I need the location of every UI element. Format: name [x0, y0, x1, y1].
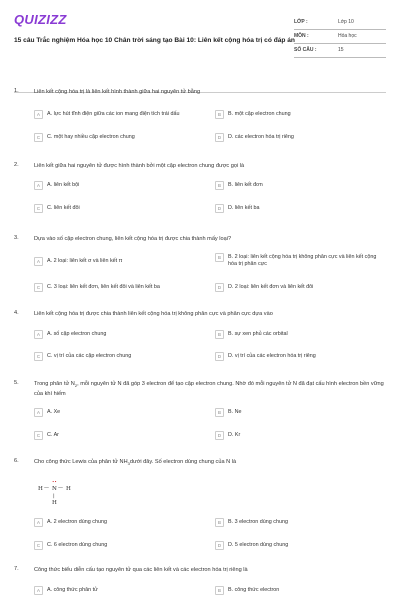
option-letter-box: B — [215, 518, 224, 527]
option-b[interactable] — [215, 330, 380, 339]
question-1 — [14, 88, 386, 154]
option-d[interactable] — [215, 133, 380, 142]
option-letter-box: B — [215, 110, 224, 119]
option-letter-box: B — [215, 586, 224, 595]
lone-pair: •• — [52, 479, 57, 484]
option-letter-box: C — [34, 431, 43, 440]
option-a[interactable] — [34, 330, 199, 339]
option-text: C. 3 loại: liên kết đơn, liên kết đôi và liên kết ba — [47, 284, 160, 290]
option-letter-box: C — [34, 352, 43, 361]
atom-h-right: H — [66, 486, 71, 492]
bond-right: — — [58, 485, 63, 491]
option-d[interactable] — [215, 431, 380, 440]
option-text: C. Ar — [47, 432, 59, 438]
question-6 — [14, 458, 386, 558]
question-text: Công thức biểu diễn cấu tạo nguyên tử qua các liên kết và các electron hóa trị riêng là — [34, 567, 248, 573]
meta-value: Lớp 10 — [338, 19, 354, 25]
meta-value: 15 — [338, 47, 344, 53]
option-letter-box: C — [34, 283, 43, 292]
quizizz-logo: QUIZIZZ — [14, 12, 67, 27]
question-text: Liên kết giữa hai nguyên tử được hình thành bởi một cặp electron chung được gọi là — [34, 163, 245, 169]
option-text: A. lực hút tĩnh điện giữa các ion mang điện tích trái dấu — [47, 111, 180, 117]
bond-left: — — [44, 485, 49, 491]
meta-value: Hóa học — [338, 33, 357, 39]
option-b[interactable] — [215, 518, 380, 527]
meta-table — [294, 16, 386, 58]
option-text: B. liên kết đơn — [228, 182, 263, 188]
meta-row-count — [294, 44, 386, 58]
option-letter-box: A — [34, 586, 43, 595]
subscript-3: 3 — [127, 461, 130, 467]
option-c[interactable] — [34, 352, 199, 361]
option-letter-box: A — [34, 518, 43, 527]
option-letter-box: D — [215, 431, 224, 440]
option-text: B. công thức electron — [228, 587, 280, 593]
question-text-post: , mỗi nguyên tử N đã góp 3 electron để tạo cặp electron chung. Nhờ đó mỗi nguyên tử N đã đạt cấu hình electron bền vững của khí hiếm — [34, 381, 384, 398]
option-letter-box: C — [34, 204, 43, 213]
header — [14, 12, 386, 74]
question-7 — [14, 566, 386, 600]
option-d[interactable] — [215, 204, 380, 213]
option-c[interactable] — [34, 204, 199, 213]
option-letter-box: B — [215, 330, 224, 339]
question-number: 7. — [14, 566, 19, 572]
question-number: 2. — [14, 162, 19, 168]
atom-n: N — [52, 486, 57, 492]
option-b[interactable] — [215, 253, 380, 267]
question-3 — [14, 235, 386, 301]
option-text: D. liên kết ba — [228, 205, 260, 211]
option-text: A. số cặp electron chung — [47, 331, 107, 337]
question-text — [34, 380, 386, 398]
option-a[interactable] — [34, 110, 199, 119]
option-text: A. công thức phân tử — [47, 587, 98, 593]
option-b[interactable] — [215, 586, 380, 595]
option-text: A. 2 loại: liên kết σ và liên kết π — [47, 258, 123, 264]
option-text: C. vị trí của các cặp electron chung — [47, 353, 132, 359]
option-letter-box: B — [215, 181, 224, 190]
question-2 — [14, 162, 386, 224]
meta-key: SỐ CÂU : — [294, 47, 317, 53]
option-text: B. Ne — [228, 409, 242, 415]
atom-h-bottom: H — [52, 500, 57, 506]
option-letter-box: D — [215, 352, 224, 361]
option-letter-box: C — [34, 133, 43, 142]
option-text: C. liên kết đôi — [47, 205, 80, 211]
option-text: A. 2 electron dùng chung — [47, 519, 107, 525]
option-letter-box: A — [34, 257, 43, 266]
question-text: Dựa vào số cặp electron chung, liên kết cộng hóa trị được chia thành mấy loại? — [34, 236, 232, 242]
option-text: C. một hay nhiều cặp electron chung — [47, 134, 135, 140]
bond-down: | — [53, 493, 55, 499]
option-text: B. 2 loại: liên kết cộng hóa trị không phân cực và liên kết cộng hóa trị phân cực — [228, 254, 377, 267]
option-a[interactable] — [34, 518, 199, 527]
option-letter-box: D — [215, 133, 224, 142]
option-letter-box: B — [215, 253, 224, 262]
option-b[interactable] — [215, 181, 380, 190]
option-letter-box: D — [215, 283, 224, 292]
atom-h-left: H — [38, 486, 43, 492]
option-text: D. vị trí của các electron hóa trị riêng — [228, 353, 316, 359]
question-text: Liên kết cộng hóa trị là liên kết hình thành giữa hai nguyên tử bằng — [34, 89, 201, 95]
question-number: 4. — [14, 310, 19, 316]
option-c[interactable] — [34, 133, 199, 142]
option-letter-box: C — [34, 541, 43, 550]
option-text: D. các electron hóa trị riêng — [228, 134, 294, 140]
question-number: 1. — [14, 88, 19, 94]
option-d[interactable] — [215, 283, 380, 292]
option-a[interactable] — [34, 586, 199, 595]
question-number: 5. — [14, 380, 19, 386]
option-text: D. 2 loại: liên kết đơn và liên kết đôi — [228, 284, 314, 290]
option-letter-box: D — [215, 204, 224, 213]
meta-key: LỚP : — [294, 19, 308, 25]
option-c[interactable] — [34, 431, 199, 440]
option-b[interactable] — [215, 408, 380, 417]
option-b[interactable] — [215, 110, 380, 119]
option-c[interactable] — [34, 283, 199, 292]
option-letter-box: A — [34, 110, 43, 119]
option-letter-box: D — [215, 541, 224, 550]
option-text: A. Xe — [47, 409, 61, 415]
page-title: 15 câu Trắc nghiệm Hóa học 10 Chân trời sáng tạo Bài 10: Liên kết cộng hóa trị có đáp án — [14, 37, 295, 44]
option-letter-box: A — [34, 330, 43, 339]
option-d[interactable] — [215, 352, 380, 361]
option-letter-box: A — [34, 181, 43, 190]
question-text-pre: Trong phân tử N — [34, 381, 75, 387]
question-number: 6. — [14, 458, 19, 464]
option-text: B. một cặp electron chung — [228, 111, 291, 117]
question-5 — [14, 380, 386, 448]
option-text: C. 6 electron dùng chung — [47, 542, 108, 548]
question-text — [34, 458, 386, 468]
option-letter-box: B — [215, 408, 224, 417]
option-letter-box: A — [34, 408, 43, 417]
question-text-pre: Cho công thức Lewis của phân tử NH — [34, 459, 128, 465]
lewis-structure-nh3 — [38, 476, 78, 510]
option-text: B. sự xen phủ các orbital — [228, 331, 288, 337]
option-c[interactable] — [34, 541, 199, 550]
subscript-2: 2 — [74, 383, 78, 389]
question-text: Liên kết cộng hóa trị được chia thành liên kết cộng hóa trị không phân cực và phân cực dựa vào — [34, 311, 273, 317]
option-a[interactable] — [34, 408, 199, 417]
option-text: B. 3 electron dùng chung — [228, 519, 288, 525]
meta-row-grade — [294, 16, 386, 30]
option-text: D. Kr — [228, 432, 241, 438]
question-4 — [14, 310, 386, 370]
option-d[interactable] — [215, 541, 380, 550]
meta-key: MÔN : — [294, 33, 309, 39]
option-a[interactable] — [34, 181, 199, 190]
question-number: 3. — [14, 235, 19, 241]
question-text-post: dưới đây. Số electron dùng chung của N là — [129, 459, 237, 465]
option-a[interactable] — [34, 257, 199, 266]
option-text: A. liên kết bội — [47, 182, 80, 188]
option-text: D. 5 electron dùng chung — [228, 542, 289, 548]
meta-row-subject — [294, 30, 386, 44]
